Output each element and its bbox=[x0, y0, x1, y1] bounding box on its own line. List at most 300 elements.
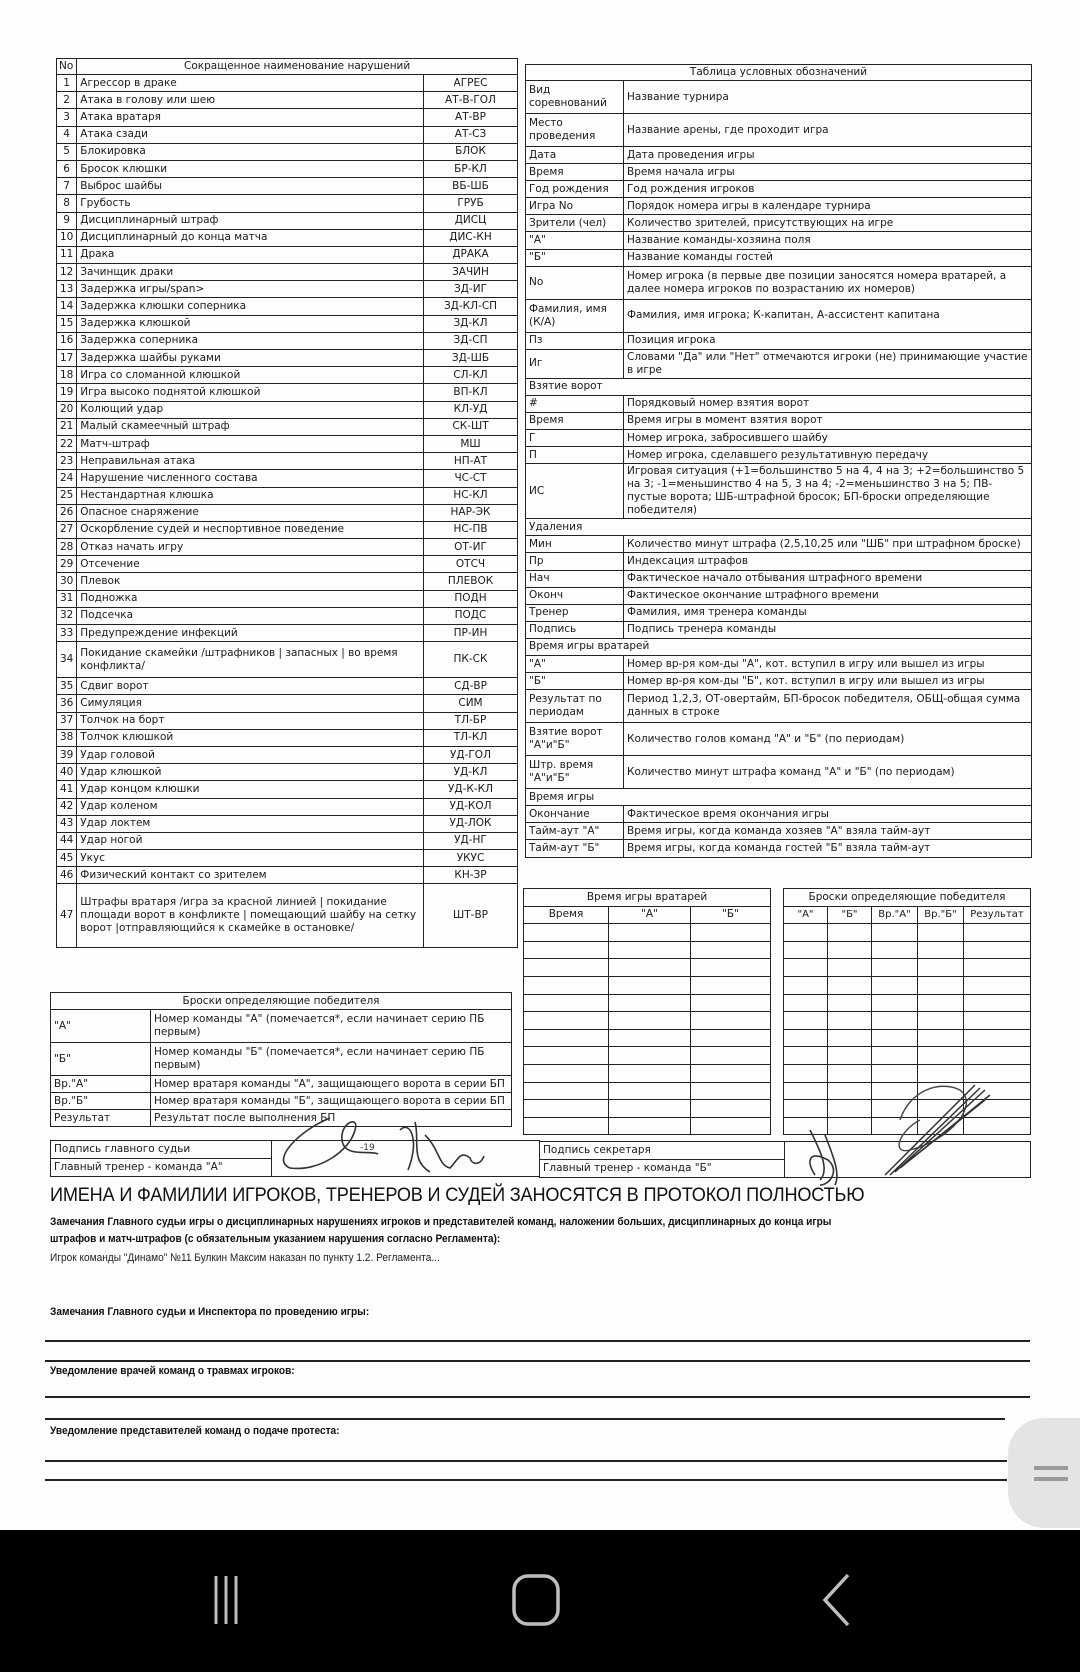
legend-description: Год рождения игроков bbox=[624, 181, 1032, 198]
legend-section-row bbox=[526, 519, 1032, 536]
violation-row bbox=[57, 764, 518, 781]
violation-abbreviation: ШТ-ВР bbox=[424, 884, 518, 948]
discipline-remarks-text[interactable]: Игрок команды "Динамо" №11 Булкин Максим наказан по пункту 1.2. Регламента... bbox=[50, 1252, 440, 1264]
legend-section-title: Время игры вратарей bbox=[526, 638, 1032, 655]
violation-number: 1 bbox=[57, 75, 77, 92]
shootout-cell[interactable] bbox=[964, 1029, 1031, 1047]
goalie-time-cell[interactable] bbox=[524, 1117, 609, 1135]
shootout-legend-description: Результат после выполнения БП bbox=[151, 1110, 512, 1127]
shootout-cell[interactable] bbox=[784, 959, 828, 977]
goalie-time-cell[interactable] bbox=[609, 1100, 691, 1118]
violation-row bbox=[57, 126, 518, 143]
goalie-time-table bbox=[523, 888, 771, 1135]
violation-name: Дисциплинарный до конца матча bbox=[77, 229, 424, 246]
goalie-time-cell[interactable] bbox=[691, 1029, 771, 1047]
legend-key: Время bbox=[526, 164, 624, 181]
legend-description: Количество зрителей, присутствующих на игре bbox=[624, 215, 1032, 232]
goalie-time-cell[interactable] bbox=[691, 941, 771, 959]
violation-row bbox=[57, 160, 518, 177]
goalie-time-cell[interactable] bbox=[524, 959, 609, 977]
legend-row bbox=[526, 806, 1032, 823]
violation-abbreviation: ДИСЦ bbox=[424, 212, 518, 229]
legend-row bbox=[526, 249, 1032, 266]
violation-name: Бросок клюшки bbox=[77, 160, 424, 177]
legend-row bbox=[526, 147, 1032, 164]
violation-abbreviation: ЗД-СП bbox=[424, 332, 518, 349]
goalie-time-cell[interactable] bbox=[524, 1100, 609, 1118]
violation-name: Грубость bbox=[77, 195, 424, 212]
goalie-time-cell[interactable] bbox=[691, 959, 771, 977]
legend-row bbox=[526, 756, 1032, 789]
legend-section-title: Взятие ворот bbox=[526, 378, 1032, 395]
shootout-cell[interactable] bbox=[828, 1029, 872, 1047]
goalie-time-cell[interactable] bbox=[524, 924, 609, 942]
legend-row bbox=[526, 232, 1032, 249]
goalie-time-cell[interactable] bbox=[609, 1117, 691, 1135]
legend-description: Фактическое окончание штрафного времени bbox=[624, 587, 1032, 604]
shootout-legend-row bbox=[51, 1010, 512, 1043]
violation-name: Матч-штраф bbox=[77, 435, 424, 452]
legend-section-row bbox=[526, 378, 1032, 395]
violation-abbreviation: УКУС bbox=[424, 850, 518, 867]
legend-key: Пр bbox=[526, 553, 624, 570]
violation-name: Атака вратаря bbox=[77, 109, 424, 126]
violation-abbreviation: НС-КЛ bbox=[424, 487, 518, 504]
violation-abbreviation: ДРАКА bbox=[424, 246, 518, 263]
violation-name: Отказ начать игру bbox=[77, 539, 424, 556]
violation-name: Плевок bbox=[77, 573, 424, 590]
legend-description: Количество минут штрафа команд "А" и "Б" (по периодам) bbox=[624, 756, 1032, 789]
shootout-cell[interactable] bbox=[872, 994, 918, 1012]
shootout-cell[interactable] bbox=[828, 1047, 872, 1065]
legend-row bbox=[526, 464, 1032, 519]
legend-row bbox=[526, 690, 1032, 723]
protest-line-2[interactable] bbox=[45, 1479, 1007, 1481]
legend-description: Фамилия, имя игрока; К-капитан, А-ассистент капитана bbox=[624, 299, 1032, 332]
violation-number: 44 bbox=[57, 832, 77, 849]
legend-key: Подпись bbox=[526, 621, 624, 638]
legend-key: Тайм-аут "Б" bbox=[526, 840, 624, 857]
goalie-time-row bbox=[524, 1047, 771, 1065]
violation-row bbox=[57, 642, 518, 678]
violation-row bbox=[57, 781, 518, 798]
protest-line-1[interactable] bbox=[45, 1460, 1007, 1462]
violation-name: Подножка bbox=[77, 590, 424, 607]
shootout-cell[interactable] bbox=[784, 1047, 828, 1065]
violation-abbreviation: ЗД-КЛ-СП bbox=[424, 298, 518, 315]
legend-key: "Б" bbox=[526, 673, 624, 690]
referee-signature-label: Подпись главного судьи bbox=[51, 1141, 272, 1159]
violation-abbreviation: ПОДН bbox=[424, 590, 518, 607]
shootout-cell[interactable] bbox=[784, 976, 828, 994]
legend-description: Время игры в момент взятия ворот bbox=[624, 412, 1032, 429]
violation-row bbox=[57, 590, 518, 607]
shootout-cell[interactable] bbox=[828, 976, 872, 994]
shootout-cell[interactable] bbox=[964, 976, 1031, 994]
violation-row bbox=[57, 315, 518, 332]
legend-section-row bbox=[526, 789, 1032, 806]
violation-number: 38 bbox=[57, 729, 77, 746]
shootout-cell[interactable] bbox=[918, 1012, 964, 1030]
legend-description: Номер игрока (в первые две позиции заносятся номера вратарей, а далее номера игроков по возрастанию их номеров) bbox=[624, 266, 1032, 299]
violation-name: Задержка клюшкой bbox=[77, 315, 424, 332]
goalie-time-cell[interactable] bbox=[524, 1047, 609, 1065]
legend-key: Иг bbox=[526, 349, 624, 378]
goalie-time-cell[interactable] bbox=[691, 1100, 771, 1118]
goalie-time-cell[interactable] bbox=[524, 1029, 609, 1047]
violation-number: 25 bbox=[57, 487, 77, 504]
legend-key: Игра No bbox=[526, 198, 624, 215]
violation-row bbox=[57, 470, 518, 487]
legend-key: Взятие ворот "А"и"Б" bbox=[526, 723, 624, 756]
violation-number: 47 bbox=[57, 884, 77, 948]
violation-abbreviation: ВП-КЛ bbox=[424, 384, 518, 401]
violation-name: Удар ногой bbox=[77, 832, 424, 849]
violation-number: 29 bbox=[57, 556, 77, 573]
legend-key: Оконч bbox=[526, 587, 624, 604]
legend-row bbox=[526, 81, 1032, 114]
legend-row bbox=[526, 840, 1032, 857]
legend-row bbox=[526, 215, 1032, 232]
shootout-row bbox=[784, 941, 1031, 959]
goalie-time-cell[interactable] bbox=[524, 1082, 609, 1100]
violation-number: 41 bbox=[57, 781, 77, 798]
legend-key: "А" bbox=[526, 655, 624, 672]
violation-row bbox=[57, 850, 518, 867]
shootout-row bbox=[784, 959, 1031, 977]
violation-name: Покидание скамейки /штрафников | запасных | во время конфликта/ bbox=[77, 642, 424, 678]
shootout-legend-description: Номер команды "Б" (помечается*, если начинает серию ПБ первым) bbox=[151, 1043, 512, 1076]
violation-row bbox=[57, 504, 518, 521]
shootout-cell[interactable] bbox=[872, 941, 918, 959]
goalie-time-cell[interactable] bbox=[609, 1064, 691, 1082]
legend-key: Окончание bbox=[526, 806, 624, 823]
violation-number: 45 bbox=[57, 850, 77, 867]
shootout-cell[interactable] bbox=[784, 941, 828, 959]
shootout-cell[interactable] bbox=[964, 959, 1031, 977]
violation-abbreviation: УД-НГ bbox=[424, 832, 518, 849]
violation-name: Блокировка bbox=[77, 143, 424, 160]
violation-abbreviation: ТЛ-БР bbox=[424, 712, 518, 729]
violation-name: Игра высоко поднятой клюшкой bbox=[77, 384, 424, 401]
fast-scroll-handle[interactable] bbox=[1008, 1418, 1080, 1528]
violation-number: 12 bbox=[57, 264, 77, 281]
goalie-time-cell[interactable] bbox=[691, 924, 771, 942]
shootout-cell[interactable] bbox=[872, 976, 918, 994]
goalie-time-row bbox=[524, 1100, 771, 1118]
violation-abbreviation: УД-ЛОК bbox=[424, 815, 518, 832]
violation-number: 3 bbox=[57, 109, 77, 126]
goalie-time-cell[interactable] bbox=[609, 959, 691, 977]
violation-row bbox=[57, 832, 518, 849]
goalie-time-cell[interactable] bbox=[524, 976, 609, 994]
shootout-title: Броски определяющие победителя bbox=[784, 889, 1031, 907]
legend-description: Номер вр-ря ком-ды "А", кот. вступил в игру или вышел из игры bbox=[624, 655, 1032, 672]
legend-row bbox=[526, 181, 1032, 198]
goalie-time-cell[interactable] bbox=[691, 1064, 771, 1082]
goalie-time-cell[interactable] bbox=[524, 941, 609, 959]
shootout-cell[interactable] bbox=[784, 994, 828, 1012]
violation-name: Удар клюшкой bbox=[77, 764, 424, 781]
legend-key: Тайм-аут "А" bbox=[526, 823, 624, 840]
shootout-cell[interactable] bbox=[918, 994, 964, 1012]
violation-abbreviation: УД-КЛ bbox=[424, 764, 518, 781]
violation-number: 40 bbox=[57, 764, 77, 781]
goalie-time-cell[interactable] bbox=[691, 976, 771, 994]
shootout-cell[interactable] bbox=[964, 924, 1031, 942]
legend-row bbox=[526, 723, 1032, 756]
violation-row bbox=[57, 178, 518, 195]
violation-abbreviation: УД-КОЛ bbox=[424, 798, 518, 815]
shootout-legend-key: "Б" bbox=[51, 1043, 151, 1076]
goalie-time-cell[interactable] bbox=[691, 1082, 771, 1100]
violation-abbreviation: СД-ВР bbox=[424, 678, 518, 695]
violation-name: Малый скамеечный штраф bbox=[77, 418, 424, 435]
shootout-cell[interactable] bbox=[964, 994, 1031, 1012]
legend-description: Номер игрока, сделавшего результативную передачу bbox=[624, 447, 1032, 464]
goalie-time-cell[interactable] bbox=[609, 1082, 691, 1100]
shootout-row bbox=[784, 1029, 1031, 1047]
violation-abbreviation: ДИС-КН bbox=[424, 229, 518, 246]
back-icon[interactable] bbox=[800, 1570, 880, 1630]
shootout-cell[interactable] bbox=[828, 1012, 872, 1030]
secretary-signature bbox=[790, 1080, 1010, 1190]
violation-abbreviation: ЗД-ИГ bbox=[424, 281, 518, 298]
violation-abbreviation: ОТСЧ bbox=[424, 556, 518, 573]
violation-number: 7 bbox=[57, 178, 77, 195]
legend-row bbox=[526, 536, 1032, 553]
shootout-cell[interactable] bbox=[828, 959, 872, 977]
goalie-time-cell[interactable] bbox=[609, 1047, 691, 1065]
legend-section-title: Время игры bbox=[526, 789, 1032, 806]
shootout-cell[interactable] bbox=[784, 924, 828, 942]
goalie-time-cell[interactable] bbox=[524, 994, 609, 1012]
shootout-legend-table bbox=[50, 992, 512, 1127]
violation-name: Выброс шайбы bbox=[77, 178, 424, 195]
goalie-time-cell[interactable] bbox=[691, 1012, 771, 1030]
violation-abbreviation: ЗД-КЛ bbox=[424, 315, 518, 332]
violation-abbreviation: ЧС-СТ bbox=[424, 470, 518, 487]
shootout-row bbox=[784, 976, 1031, 994]
violation-name: Симуляция bbox=[77, 695, 424, 712]
violation-row bbox=[57, 109, 518, 126]
legend-row bbox=[526, 823, 1032, 840]
shootout-cell[interactable] bbox=[918, 1047, 964, 1065]
shootout-cell[interactable] bbox=[872, 1047, 918, 1065]
shootout-cell[interactable] bbox=[918, 976, 964, 994]
goalie-time-cell[interactable] bbox=[609, 994, 691, 1012]
shootout-row bbox=[784, 1047, 1031, 1065]
goalie-time-cell[interactable] bbox=[609, 1012, 691, 1030]
legend-description: Фамилия, имя тренера команды bbox=[624, 604, 1032, 621]
violation-row bbox=[57, 298, 518, 315]
goalie-time-title: Время игры вратарей bbox=[524, 889, 771, 907]
violation-abbreviation: ПЛЕВОК bbox=[424, 573, 518, 590]
violation-number: 9 bbox=[57, 212, 77, 229]
legend-key: ИС bbox=[526, 464, 624, 519]
violations-header-name: Сокращенное наименование нарушений bbox=[77, 59, 518, 75]
violation-name: Отсечение bbox=[77, 556, 424, 573]
shootout-cell[interactable] bbox=[784, 1012, 828, 1030]
shootout-row bbox=[784, 924, 1031, 942]
goalie-time-cell[interactable] bbox=[524, 1064, 609, 1082]
legend-key: Зрители (чел) bbox=[526, 215, 624, 232]
violation-abbreviation: ТЛ-КЛ bbox=[424, 729, 518, 746]
violation-abbreviation: БЛОК bbox=[424, 143, 518, 160]
shootout-cell[interactable] bbox=[784, 1029, 828, 1047]
violation-row bbox=[57, 75, 518, 92]
shootout-cell[interactable] bbox=[872, 1012, 918, 1030]
shootout-legend-row bbox=[51, 1043, 512, 1076]
shootout-cell[interactable] bbox=[918, 941, 964, 959]
legend-key: Нач bbox=[526, 570, 624, 587]
shootout-cell[interactable] bbox=[828, 924, 872, 942]
legend-row bbox=[526, 114, 1032, 147]
legend-description: Порядок номера игры в календаре турнира bbox=[624, 198, 1032, 215]
violation-row bbox=[57, 746, 518, 763]
violation-name: Укус bbox=[77, 850, 424, 867]
violation-name: Задержка игры/span> bbox=[77, 281, 424, 298]
shootout-legend-row bbox=[51, 1093, 512, 1110]
home-icon[interactable] bbox=[497, 1570, 577, 1630]
violation-name: Драка bbox=[77, 246, 424, 263]
violation-abbreviation: СК-ШТ bbox=[424, 418, 518, 435]
shootout-cell[interactable] bbox=[872, 1029, 918, 1047]
violation-name: Агрессор в драке bbox=[77, 75, 424, 92]
goalie-time-cell[interactable] bbox=[524, 1012, 609, 1030]
legend-row bbox=[526, 198, 1032, 215]
violation-row bbox=[57, 573, 518, 590]
injuries-line-2[interactable] bbox=[45, 1418, 1005, 1420]
violation-name: Дисциплинарный штраф bbox=[77, 212, 424, 229]
violation-row bbox=[57, 246, 518, 263]
goalie-time-row bbox=[524, 924, 771, 942]
violation-name: Толчок на борт bbox=[77, 712, 424, 729]
inspector-remarks-label: Замечания Главного судьи и Инспектора по проведению игры: bbox=[50, 1306, 370, 1318]
shootout-cell[interactable] bbox=[918, 924, 964, 942]
shootout-cell[interactable] bbox=[872, 924, 918, 942]
violation-number: 11 bbox=[57, 246, 77, 263]
violation-row bbox=[57, 521, 518, 538]
violation-row bbox=[57, 729, 518, 746]
goalie-time-row bbox=[524, 941, 771, 959]
violation-row bbox=[57, 332, 518, 349]
goalie-time-row bbox=[524, 1029, 771, 1047]
violation-name: Атака сзади bbox=[77, 126, 424, 143]
legend-key: No bbox=[526, 266, 624, 299]
shootout-legend-key: Вр."Б" bbox=[51, 1093, 151, 1110]
shootout-row bbox=[784, 994, 1031, 1012]
legend-description: Время игры, когда команда гостей "Б" взяла тайм-аут bbox=[624, 840, 1032, 857]
scroll-handle-grip-bottom bbox=[1034, 1477, 1068, 1481]
legend-row bbox=[526, 621, 1032, 638]
violation-row bbox=[57, 195, 518, 212]
violation-abbreviation: ВБ-ШБ bbox=[424, 178, 518, 195]
violation-name: Нестандартная клюшка bbox=[77, 487, 424, 504]
inspector-remarks-line-2[interactable] bbox=[45, 1360, 1030, 1362]
goalie-time-cell[interactable] bbox=[691, 1117, 771, 1135]
legend-key: Дата bbox=[526, 147, 624, 164]
goalie-time-cell[interactable] bbox=[609, 1029, 691, 1047]
shootout-legend-description: Номер вратаря команды "А", защищающего ворота в серии БП bbox=[151, 1076, 512, 1093]
violation-number: 2 bbox=[57, 92, 77, 109]
legend-key: Время bbox=[526, 412, 624, 429]
shootout-cell[interactable] bbox=[964, 941, 1031, 959]
violation-number: 35 bbox=[57, 678, 77, 695]
legend-section-row bbox=[526, 638, 1032, 655]
legend-key: Пз bbox=[526, 332, 624, 349]
violation-number: 20 bbox=[57, 401, 77, 418]
legend-description: Фактическое начало отбывания штрафного времени bbox=[624, 570, 1032, 587]
recents-icon[interactable] bbox=[200, 1570, 280, 1630]
goalie-col-a: "А" bbox=[609, 906, 691, 924]
legend-description: Номер игрока, забросившего шайбу bbox=[624, 430, 1032, 447]
shootout-cell[interactable] bbox=[872, 959, 918, 977]
goalie-time-cell[interactable] bbox=[691, 994, 771, 1012]
goalie-time-cell[interactable] bbox=[691, 1047, 771, 1065]
shootout-cell[interactable] bbox=[828, 941, 872, 959]
injuries-line-1[interactable] bbox=[45, 1396, 1030, 1398]
full-names-notice: ИМЕНА И ФАМИЛИИ ИГРОКОВ, ТРЕНЕРОВ И СУДЕЙ ЗАНОСЯТСЯ В ПРОТОКОЛ ПОЛНОСТЬЮ bbox=[50, 1184, 865, 1206]
legend-description: Индексация штрафов bbox=[624, 553, 1032, 570]
violation-row bbox=[57, 212, 518, 229]
goalie-col-time: Время bbox=[524, 906, 609, 924]
legend-description: Время игры, когда команда хозяев "А" взяла тайм-аут bbox=[624, 823, 1032, 840]
inspector-remarks-line-1[interactable] bbox=[45, 1340, 1030, 1342]
violation-row bbox=[57, 695, 518, 712]
shootout-cell[interactable] bbox=[828, 994, 872, 1012]
legend-description: Название команды-хозяина поля bbox=[624, 232, 1032, 249]
violation-row bbox=[57, 625, 518, 642]
svg-text:‑19: ‑19 bbox=[360, 1143, 375, 1153]
violation-abbreviation: АТ-В-ГОЛ bbox=[424, 92, 518, 109]
legend-key: # bbox=[526, 395, 624, 412]
violation-row bbox=[57, 884, 518, 948]
shootout-cell[interactable] bbox=[918, 1029, 964, 1047]
shootout-col-a: "А" bbox=[784, 906, 828, 924]
violation-name: Задержка шайбы руками bbox=[77, 350, 424, 367]
violation-name: Опасное снаряжение bbox=[77, 504, 424, 521]
violation-row bbox=[57, 264, 518, 281]
violation-number: 27 bbox=[57, 521, 77, 538]
shootout-cell[interactable] bbox=[964, 1047, 1031, 1065]
shootout-col-result: Результат bbox=[964, 906, 1031, 924]
legend-description: Фактическое время окончания игры bbox=[624, 806, 1032, 823]
violation-number: 10 bbox=[57, 229, 77, 246]
protest-label: Уведомление представителей команд о подаче протеста: bbox=[50, 1425, 340, 1437]
violation-number: 24 bbox=[57, 470, 77, 487]
goalie-time-cell[interactable] bbox=[609, 924, 691, 942]
goalie-time-row bbox=[524, 994, 771, 1012]
violation-row bbox=[57, 867, 518, 884]
violation-row bbox=[57, 453, 518, 470]
violation-name: Удар локтем bbox=[77, 815, 424, 832]
violation-row bbox=[57, 281, 518, 298]
shootout-col-b: "Б" bbox=[828, 906, 872, 924]
legend-key: Результат по периодам bbox=[526, 690, 624, 723]
legend-description: Номер вр-ря ком-ды "Б", кот. вступил в игру или вышел из игры bbox=[624, 673, 1032, 690]
legend-key: "Б" bbox=[526, 249, 624, 266]
shootout-cell[interactable] bbox=[918, 959, 964, 977]
legend-row bbox=[526, 570, 1032, 587]
goalie-time-cell[interactable] bbox=[609, 941, 691, 959]
violation-row bbox=[57, 539, 518, 556]
violation-number: 33 bbox=[57, 625, 77, 642]
goalie-time-cell[interactable] bbox=[609, 976, 691, 994]
violation-row bbox=[57, 556, 518, 573]
shootout-cell[interactable] bbox=[964, 1012, 1031, 1030]
coach-a-label: Главный тренер - команда "А" bbox=[51, 1159, 272, 1177]
